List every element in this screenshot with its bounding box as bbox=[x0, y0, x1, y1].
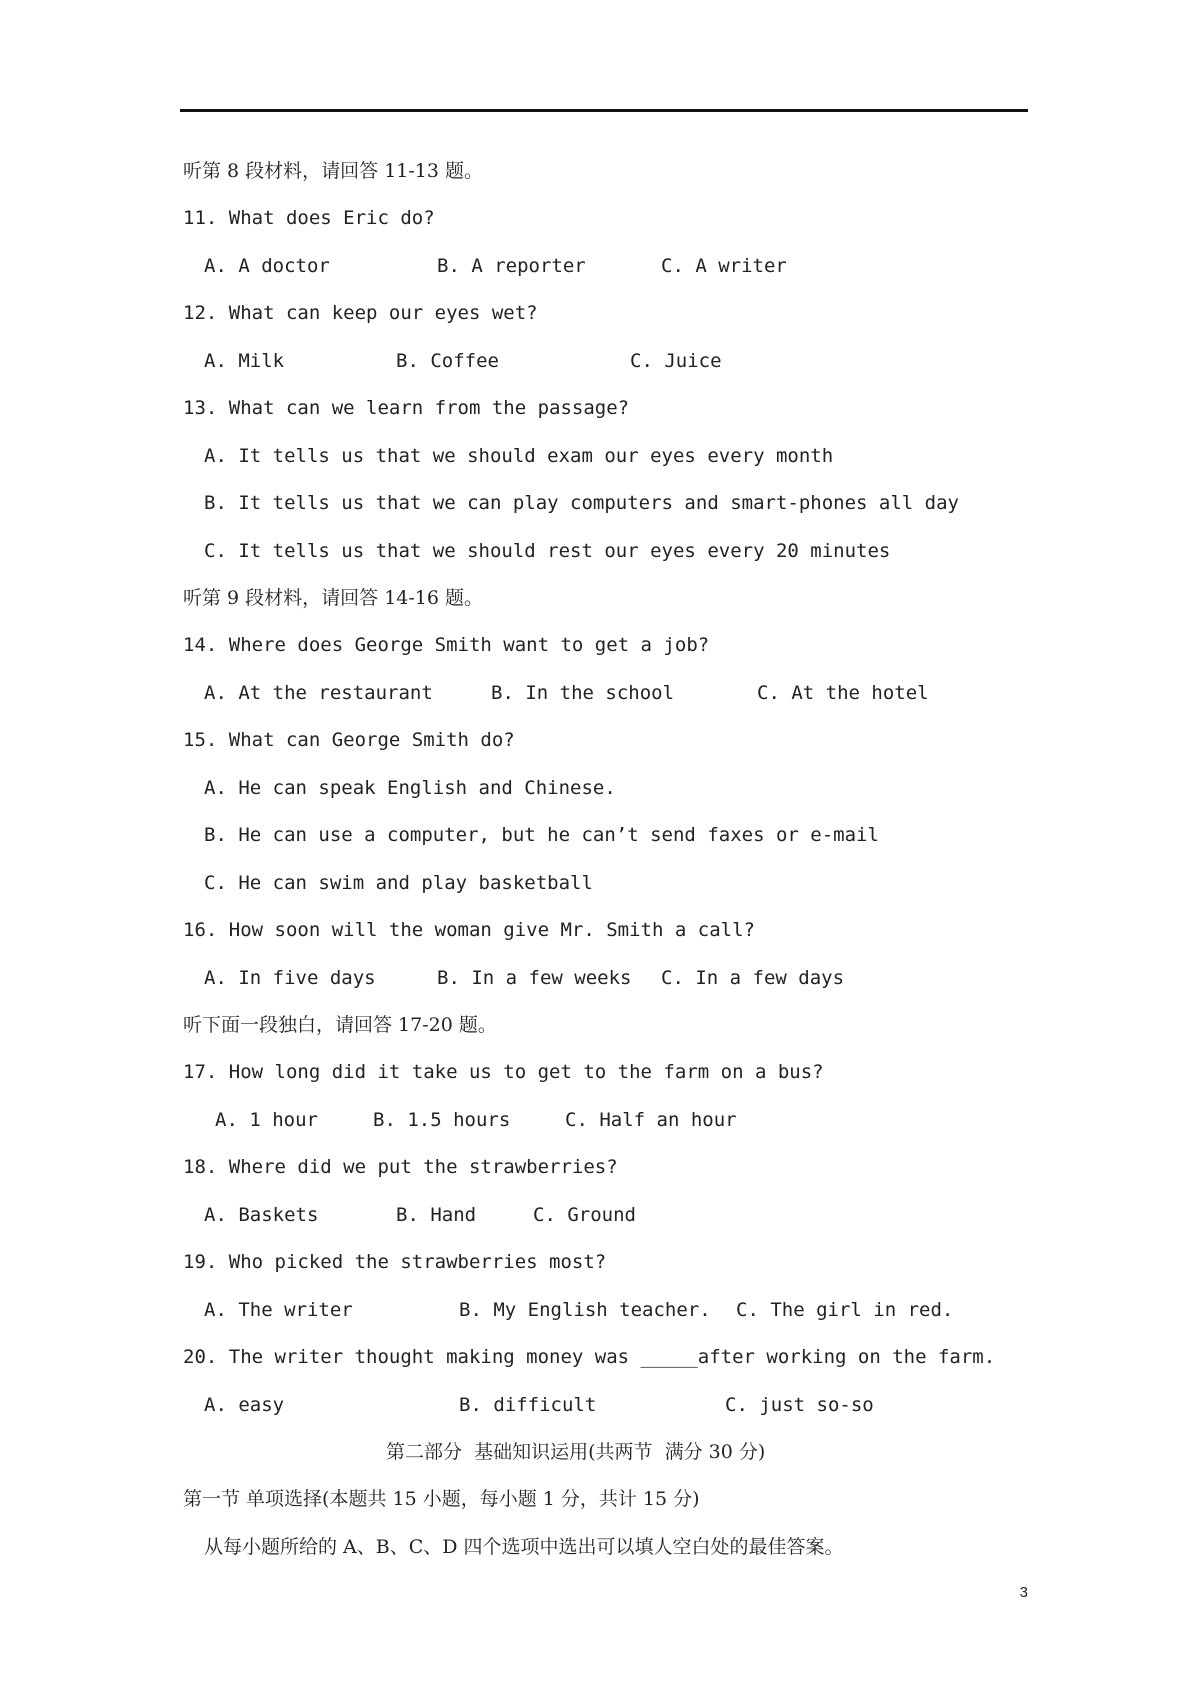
question-16-option-a: A. In five days bbox=[204, 967, 376, 989]
question-13-option-a: A. It tells us that we should exam our eyes every month bbox=[204, 445, 834, 467]
question-16-option-c: C. In a few days bbox=[661, 967, 845, 989]
question-16-stem: 16. How soon will the woman give Mr. Smith a call? bbox=[183, 919, 755, 941]
question-19-option-b: B. My English teacher. bbox=[459, 1299, 711, 1321]
header-rule bbox=[180, 109, 1028, 112]
question-11-option-a: A. A doctor bbox=[204, 255, 330, 277]
question-11-option-b: B. A reporter bbox=[437, 255, 586, 277]
section-heading-9: 听第 9 段材料，请回答 14-16 题。 bbox=[183, 587, 484, 609]
question-15-stem: 15. What can George Smith do? bbox=[183, 729, 515, 751]
page-number: 3 bbox=[1019, 1584, 1028, 1601]
question-20-option-a: A. easy bbox=[204, 1394, 285, 1416]
section-one-title: 第一节 单项选择(本题共 15 小题，每小题 1 分，共计 15 分) bbox=[183, 1488, 700, 1510]
question-14-option-b: B. In the school bbox=[491, 682, 675, 704]
question-15-option-c: C. He can swim and play basketball bbox=[204, 872, 593, 894]
question-17-stem: 17. How long did it take us to get to the farm on a bus? bbox=[183, 1061, 824, 1083]
question-20-stem: 20. The writer thought making money was _____after working on the farm. bbox=[183, 1346, 996, 1368]
question-19-stem: 19. Who picked the strawberries most? bbox=[183, 1251, 607, 1273]
question-20-option-b: B. difficult bbox=[459, 1394, 597, 1416]
question-19-option-a: A. The writer bbox=[204, 1299, 353, 1321]
question-18-stem: 18. Where did we put the strawberries? bbox=[183, 1156, 618, 1178]
section-one-instruction: 从每小题所给的 A、B、C、D 四个选项中选出可以填人空白处的最佳答案。 bbox=[204, 1536, 844, 1558]
question-18-option-b: B. Hand bbox=[396, 1204, 477, 1226]
question-18-option-c: C. Ground bbox=[533, 1204, 636, 1226]
question-17-option-a: A. 1 hour bbox=[215, 1109, 318, 1131]
question-12-option-a: A. Milk bbox=[204, 350, 285, 372]
section-heading-monologue: 听下面一段独白，请回答 17-20 题。 bbox=[183, 1014, 497, 1036]
question-20-option-c: C. just so-so bbox=[725, 1394, 874, 1416]
question-17-option-b: B. 1.5 hours bbox=[373, 1109, 511, 1131]
question-12-stem: 12. What can keep our eyes wet? bbox=[183, 302, 538, 324]
part-two-title: 第二部分 基础知识运用(共两节 满分 30 分) bbox=[386, 1441, 766, 1463]
question-11-stem: 11. What does Eric do? bbox=[183, 207, 435, 229]
section-heading-8: 听第 8 段材料，请回答 11-13 题。 bbox=[183, 160, 484, 182]
question-11-option-c: C. A writer bbox=[661, 255, 787, 277]
question-18-option-a: A. Baskets bbox=[204, 1204, 319, 1226]
question-14-option-a: A. At the restaurant bbox=[204, 682, 433, 704]
question-15-option-b: B. He can use a computer, but he can’t send faxes or e-mail bbox=[204, 824, 879, 846]
question-16-option-b: B. In a few weeks bbox=[437, 967, 632, 989]
question-14-stem: 14. Where does George Smith want to get a job? bbox=[183, 634, 710, 656]
question-17-option-c: C. Half an hour bbox=[565, 1109, 737, 1131]
question-13-option-c: C. It tells us that we should rest our eyes every 20 minutes bbox=[204, 540, 891, 562]
question-13-stem: 13. What can we learn from the passage? bbox=[183, 397, 630, 419]
question-15-option-a: A. He can speak English and Chinese. bbox=[204, 777, 616, 799]
question-12-option-c: C. Juice bbox=[630, 350, 722, 372]
question-12-option-b: B. Coffee bbox=[396, 350, 499, 372]
question-13-option-b: B. It tells us that we can play computers and smart-phones all day bbox=[204, 492, 959, 514]
question-19-option-c: C. The girl in red. bbox=[736, 1299, 954, 1321]
question-14-option-c: C. At the hotel bbox=[757, 682, 929, 704]
